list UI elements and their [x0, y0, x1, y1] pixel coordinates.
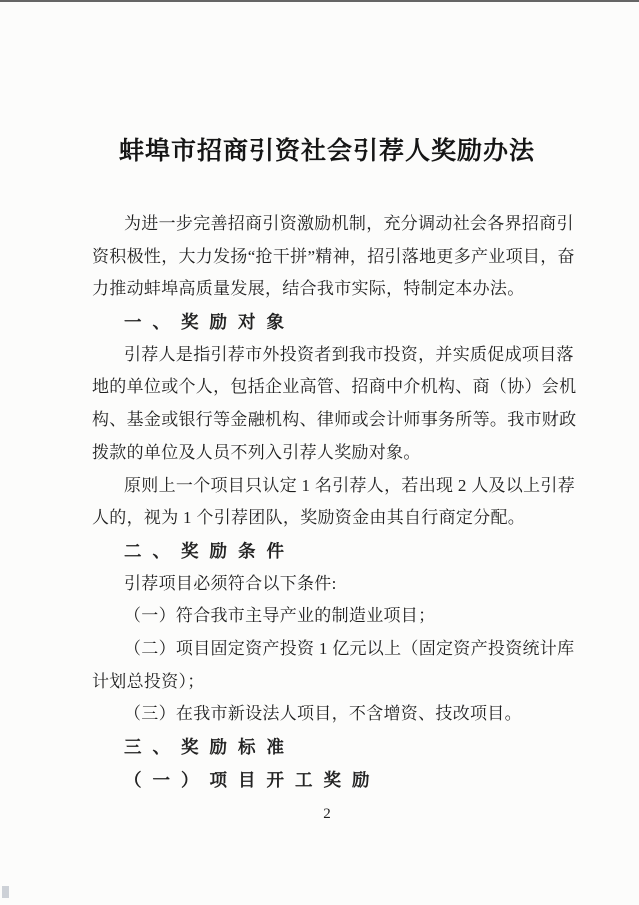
- intro-line: 为进一步完善招商引资激励机制，充分调动社会各界招商引: [124, 214, 574, 233]
- section2-item2-line: （二）项目固定资产投资 1 亿元以上（固定资产投资统计库: [124, 638, 575, 658]
- section3-heading: 三、奖励标准: [124, 737, 295, 757]
- section1-paragraph1-line: 构、基金或银行等金融机构、律师或会计师事务所等。我市财政: [92, 410, 577, 430]
- page-number: 2: [323, 806, 331, 822]
- section1-paragraph1-line: 拨款的单位及人员不列入引荐人奖励对象。: [92, 442, 421, 462]
- section1-paragraph2-line: 原则上一个项目只认定 1 名引荐人，若出现 2 人及以上引荐: [124, 475, 575, 495]
- scan-artifact: [2, 886, 9, 898]
- section1-paragraph1-line: 引荐人是指引荐市外投资者到我市投资，并实质促成项目落: [124, 344, 574, 364]
- section2-item3-line: （三）在我市新设法人项目，不含增资、技改项目。: [124, 704, 522, 724]
- document-title: 蚌埠市招商引资社会引荐人奖励办法: [118, 138, 535, 165]
- section2-item1-line: （一）符合我市主导产业的制造业项目；: [124, 606, 436, 626]
- section3-sub-heading: （一）项目开工奖励: [124, 769, 381, 790]
- document-body: [92, 208, 577, 796]
- section2-intro-line: 引荐项目必须符合以下条件:: [124, 573, 337, 593]
- section1-paragraph2-line: 人的，视为 1 个引荐团队，奖励资金由其自行商定分配。: [92, 508, 526, 528]
- scan-top-edge-line: [0, 0, 639, 2]
- intro-line: 资积极性，大力发扬“抢干拼”精神，招引落地更多产业项目，奋: [92, 246, 575, 266]
- section2-item2-line: 计划总投资）；: [92, 671, 205, 691]
- section1-heading: 一、奖励对象: [124, 312, 295, 333]
- intro-line: 力推动蚌埠高质量发展，结合我市实际，特制定本办法。: [92, 279, 525, 299]
- section2-heading: 二、奖励条件: [124, 540, 295, 561]
- section1-paragraph1-line: 地的单位或个人，包括企业高管、招商中介机构、商（协）会机: [92, 377, 577, 397]
